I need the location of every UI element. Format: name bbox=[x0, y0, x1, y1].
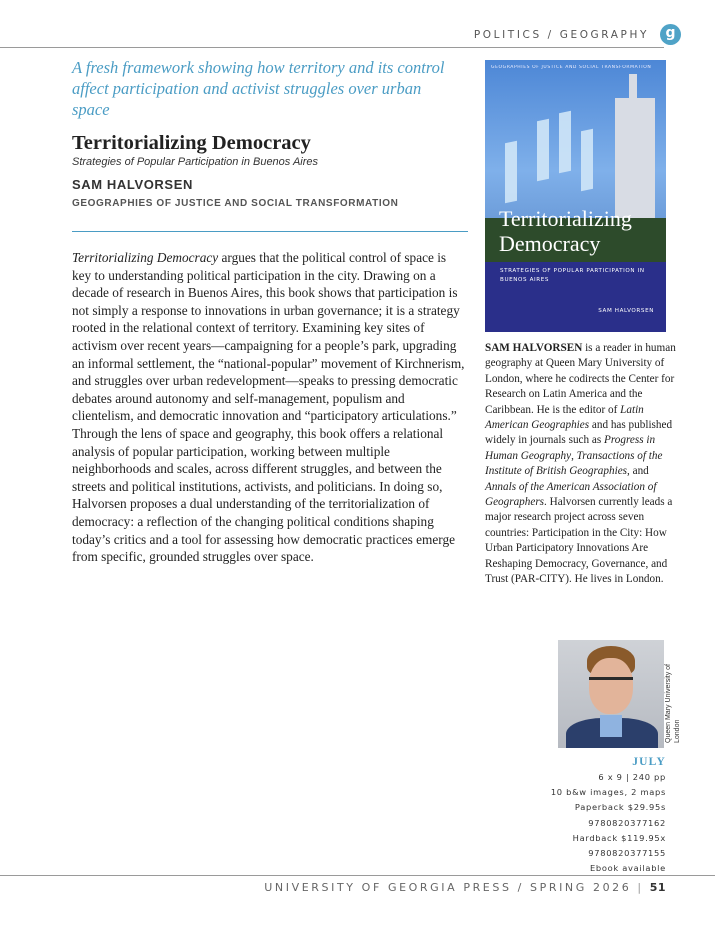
top-rule bbox=[0, 47, 664, 48]
book-title: Territorializing Democracy bbox=[72, 132, 311, 154]
footer-publisher: UNIVERSITY OF GEORGIA PRESS / SPRING 2026 bbox=[264, 881, 632, 894]
book-description bbox=[72, 249, 468, 566]
book-specs bbox=[551, 754, 666, 876]
cover-subtitle: STRATEGIES OF POPULAR PARTICIPATION IN BUENOS AIRES bbox=[500, 268, 645, 283]
spec-paperback-isbn: 9780820377162 bbox=[588, 817, 666, 828]
bio-name: SAM HALVORSEN bbox=[485, 342, 583, 354]
description-title: Territorializing Democracy bbox=[72, 250, 219, 265]
spec-hardback-isbn: 9780820377155 bbox=[588, 848, 666, 859]
page-number: 51 bbox=[649, 881, 666, 894]
page-footer bbox=[264, 881, 666, 894]
press-logo-icon: g bbox=[660, 24, 681, 45]
spec-paperback: Paperback $29.95s bbox=[574, 802, 666, 813]
divider bbox=[72, 231, 468, 232]
author-photo bbox=[558, 640, 664, 748]
cover-author: SAM HALVORSEN bbox=[598, 308, 654, 314]
spec-trim: 6 x 9 | 240 pp bbox=[598, 772, 666, 782]
bio-text: . Halvorsen currently leads a major research project across seven countries: Participation in the City: How Urban Participatory Innovations Are Reshaping Democracy, Governance, and Trust (PAR-CITY). He lives in London. bbox=[485, 496, 673, 586]
photo-credit: Queen Mary University of London bbox=[665, 664, 681, 743]
author-bio bbox=[485, 341, 677, 588]
book-tagline: A fresh framework showing how territory and its control affect participation and activist struggles over urban space bbox=[72, 58, 445, 119]
bio-journal: Transactions of the Institute of British Geographies, bbox=[485, 449, 663, 478]
book-author: SAM HALVORSEN bbox=[72, 177, 193, 192]
book-cover bbox=[485, 60, 666, 332]
bottom-rule bbox=[0, 875, 715, 876]
bio-journal: Latin American Geographies bbox=[485, 403, 644, 432]
section-label: POLITICS / GEOGRAPHY bbox=[473, 29, 649, 41]
pub-month: JULY bbox=[632, 756, 666, 768]
bio-text: and bbox=[629, 465, 649, 478]
book-series: GEOGRAPHIES OF JUSTICE AND SOCIAL TRANSFORMATION bbox=[72, 198, 399, 209]
spec-ebook: Ebook available bbox=[589, 863, 666, 874]
bio-text: , bbox=[571, 449, 577, 462]
spec-hardback: Hardback $119.95x bbox=[572, 832, 666, 843]
footer-separator: | bbox=[637, 881, 644, 894]
book-subtitle: Strategies of Popular Participation in Buenos Aires bbox=[72, 156, 319, 168]
bio-text: and has published widely in journals such as bbox=[485, 419, 673, 447]
bio-text: is a reader in human geography at Queen Mary University of London, where he codirects the Center for Research on Latin America and the Caribbean. He is the editor of bbox=[485, 342, 676, 416]
bio-journal: Progress in Human Geography bbox=[485, 434, 656, 462]
cover-series-line: GEOGRAPHIES OF JUSTICE AND SOCIAL TRANSFORMATION bbox=[491, 65, 652, 70]
cover-title: Territorializing Democracy bbox=[499, 206, 632, 256]
description-text: argues that the political control of space is key to understanding political participation in the city. Drawing on a decade of research in Buenos Aires, this book shows that participation is not simply a response to innovations in urban governance; it is a strategy rooted in the relational context of territory. Examining key sites of activism over recent years—campaigning for a people’s park, upgrading an informal settlement, the “national-popular” movement of Kirchnerism, and struggles over urban redevelopment—speaks to pressing democratic debates around autonomy and self-management, populism and clientelism, and democratic innovation and “participatory articulations.” Through the lens of space and geography, this book offers a relational analysis of popular participation, working between multiple neighborhoods and scales, across different struggles, and between the streets and political institutions, activists, and politicians. In doing so, Halvorsen proposes a dual understanding of the territorialization of democracy: a reflection of the changing political conditions shaping today’s critics and a tool for assessing how democratic practices emerge from specific, grounded struggles over space. bbox=[72, 250, 465, 565]
spec-illustrations: 10 b&w images, 2 maps bbox=[550, 787, 666, 798]
bio-journal: Annals of the American Association of Geographers bbox=[485, 480, 657, 509]
